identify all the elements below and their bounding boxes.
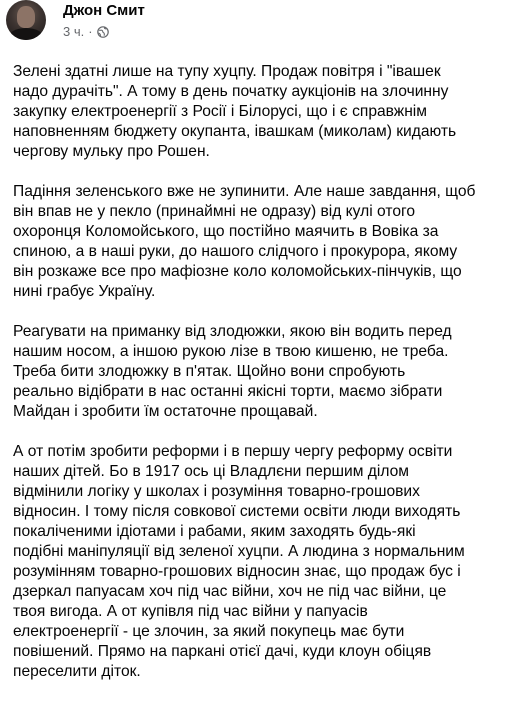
post-body [13, 62, 507, 702]
post-timestamp[interactable]: 3 ч. [63, 24, 85, 39]
post-paragraph-3: Реагувати на приманку від злодюжки, якою він водить перед нашим носом, а іншою рукою лізе в твою кишеню, не треба. Треба бити злодюжку в п'ятак. Щойно вони спробують реально відібрати в нас останні якісні торти, маємо зібрати Майдан і зробити їм остаточне прощавай. [13, 323, 452, 420]
avatar-face [17, 6, 35, 28]
author-name[interactable]: Джон Смит [63, 2, 145, 19]
post-paragraph-4: А от потім зробити реформи і в першу чергу реформу освіти наших дітей. Бо в 1917 ось ці Владлєни першим ділом відмінили логіку у школах і розуміння товарно-грошових відносин. І тому після совкової системи освіти люди виходять покаліченими ідіотами і рабами, яким заходять будь-які подібні маніпуляції від зеленої хуцпи. А людина з нормальним розумінням товарно-грошових відносин знає, що продаж бус і дзеркал папуасам хоч під час війни, хоч не під час війни, це твоя вигода. А от купівля під час війни у папуасів електроенергії - це злочин, за який покупець має бути повішений. Прямо на паркані отієї дачі, куди клоун обіцяв переселити діток. [13, 443, 465, 680]
post-paragraph-1: Зелені здатні лише на тупу хуцпу. Продаж повітря і "івашек надо дурачіть". А тому в день початку аукціонів на злочинну закупку електроенергії з Росії і Білорусі, що і є справжнім наповненням бюджету окупанта, івашкам (миколам) кидають чергову мульку про Рошен. [13, 63, 457, 160]
post-header [0, 0, 514, 48]
avatar-shoulders [8, 28, 44, 40]
meta-separator: · [88, 24, 93, 39]
post-paragraph-2: Падіння зеленського вже не зупинити. Але наше завдання, щоб він впав не у пекло (принаймні не одразу) від кулі отого охоронця Коломойського, що постійно маячить в Вовіка за спиною, а в наші руки, до нашого слідчого і прокурора, якому він розкаже все про мафіозне коло коломойських-пінчуків, що нині грабує Україну. [13, 183, 476, 300]
avatar[interactable] [6, 0, 46, 40]
globe-icon[interactable] [97, 26, 109, 38]
post-meta [63, 24, 109, 39]
